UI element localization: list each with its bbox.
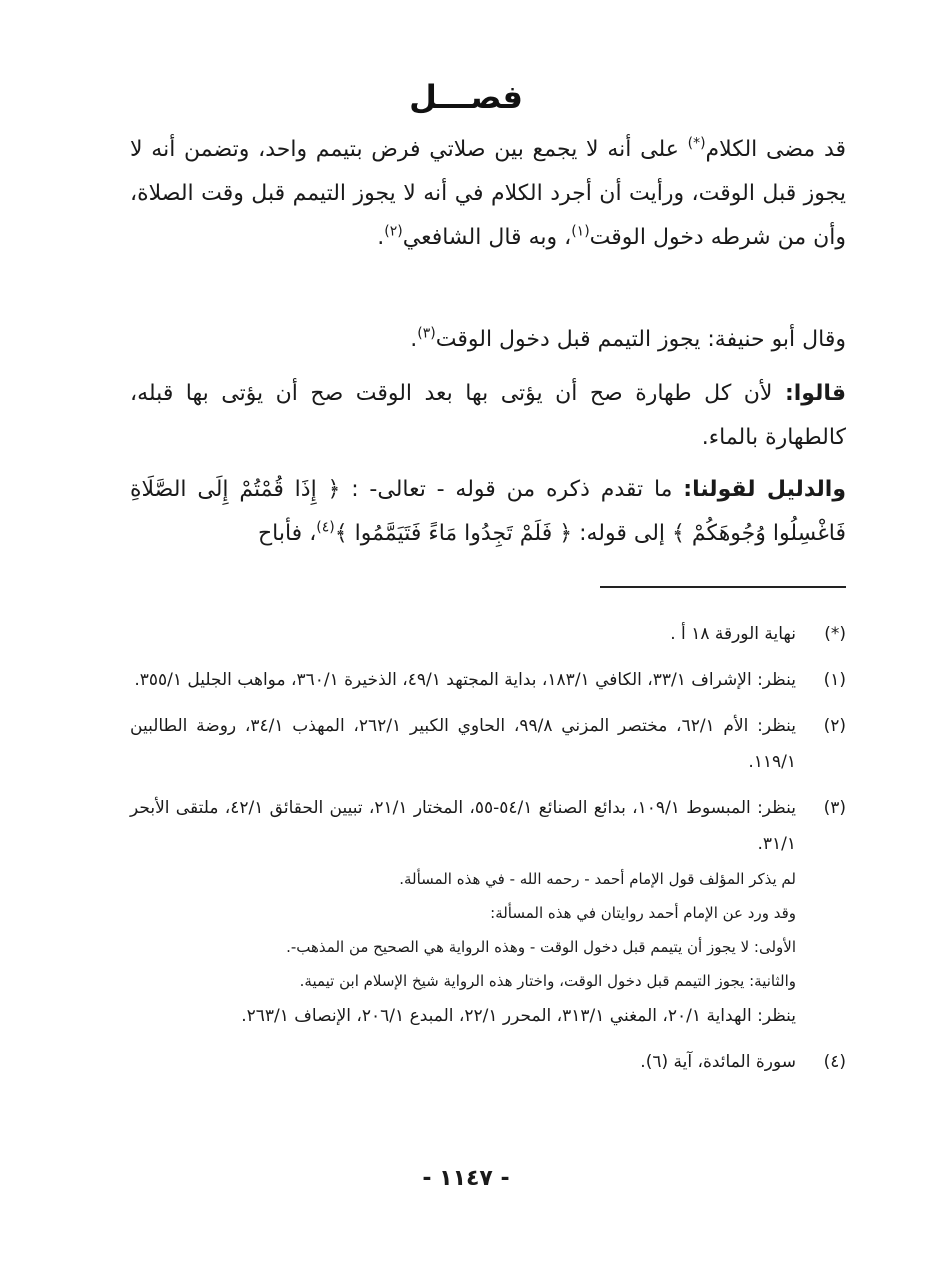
paragraph-2-text: وقال أبو حنيفة: يجوز التيمم قبل دخول الوقت xyxy=(435,327,846,352)
footnote-2 xyxy=(130,708,846,780)
page-number-text: - ١١٤٧ - xyxy=(422,1166,510,1191)
footnote-ref-star: (*) xyxy=(687,135,706,152)
paragraph-1-text: قد مضى الكلام xyxy=(705,137,847,162)
footnote-commentary-line: لم يذكر المؤلف قول الإمام أحمد - رحمه الله - في هذه المسألة. xyxy=(399,870,796,888)
footnotes xyxy=(130,616,846,1090)
paragraph-2 xyxy=(130,318,846,362)
paragraph-4-lead: والدليل لقولنا: xyxy=(683,477,846,502)
footnote-commentary-line: الأولى: لا يجوز أن يتيمم قبل دخول الوقت - وهذه الرواية هي الصحيح من المذهب-. xyxy=(286,938,796,956)
paragraph-1-text-3: ، وبه قال الشافعي xyxy=(402,225,572,250)
footnote-star xyxy=(130,616,846,652)
footnote-number: (*) xyxy=(824,624,846,644)
footnote-text: سورة المائدة، آية (٦). xyxy=(640,1052,796,1072)
footnote-ref-3: (٣) xyxy=(417,325,436,342)
paragraph-1 xyxy=(130,128,846,260)
footnote-text: ينظر: المبسوط ١٠٩/١، بدائع الصنائع ٥٤/١-٥٥، المختار ٢١/١، تبيين الحقائق ٤٢/١، ملتقى الأبحر ٣١/١. xyxy=(130,798,796,854)
footnote-text: نهاية الورقة ١٨ أ . xyxy=(670,624,796,644)
footnote-number: (٤) xyxy=(823,1052,846,1072)
paragraph-3-lead: قالوا: xyxy=(784,381,846,406)
footnote-divider xyxy=(600,586,846,588)
paragraph-2-text-2: . xyxy=(410,327,418,352)
footnote-commentary-line: والثانية: يجوز التيمم قبل دخول الوقت، واختار هذه الرواية شيخ الإسلام ابن تيمية. xyxy=(299,972,796,990)
footnote-number: (٢) xyxy=(823,716,846,736)
paragraph-4 xyxy=(130,468,846,556)
paragraph-1-text-2: على أنه لا يجمع بين صلاتي فرض بتيمم واحد، وتضمن أنه لا يجوز قبل الوقت، ورأيت أن أجرد الكلام في أنه لا يجوز التيمم قبل وقت الصلاة، وأن من شرطه دخول الوقت xyxy=(130,137,846,250)
footnote-1 xyxy=(130,662,846,698)
footnote-ref-4: (٤) xyxy=(316,519,335,536)
footnote-4 xyxy=(130,1044,846,1080)
page-number xyxy=(0,1166,932,1191)
footnote-commentary-line: ينظر: الهداية ٢٠/١، المغني ٣١٣/١، المحرر ٢٢/١، المبدع ٢٠٦/١، الإنصاف ٢٦٣/١. xyxy=(241,1006,796,1026)
paragraph-3 xyxy=(130,372,846,460)
footnote-3 xyxy=(130,790,846,1034)
section-title: فصـــل xyxy=(409,78,523,116)
footnote-number: (١) xyxy=(823,670,846,690)
footnote-number: (٣) xyxy=(823,798,846,818)
paragraph-4-text: ما تقدم ذكره من قوله - تعالى- : ﴿ إِذَا قُمْتُمْ إِلَى الصَّلَاةِ فَاغْسِلُوا وُجُوهَكُمْ ﴾ إلى قوله: ﴿ فَلَمْ تَجِدُوا مَاءً فَتَيَمَّمُوا ﴾ xyxy=(130,477,846,546)
paragraph-4-text-2: ، فأباح xyxy=(257,521,317,546)
footnote-ref-2: (٢) xyxy=(384,223,403,240)
paragraph-3-text: لأن كل طهارة صح أن يؤتى بها بعد الوقت صح أن يؤتى بها قبله، كالطهارة بالماء. xyxy=(130,381,846,450)
footnote-ref-1: (١) xyxy=(571,223,590,240)
paragraph-1-text-4: . xyxy=(377,225,385,250)
footnote-text: ينظر: الإشراف ٣٣/١، الكافي ١٨٣/١، بداية المجتهد ٤٩/١، الذخيرة ٣٦٠/١، مواهب الجليل ٣٥٥/١. xyxy=(134,670,796,690)
footnote-text: ينظر: الأم ٦٢/١، مختصر المزني ٩٩/٨، الحاوي الكبير ٢٦٢/١، المهذب ٣٤/١، روضة الطالبين ١١٩/١. xyxy=(130,716,797,772)
footnote-commentary-line: وقد ورد عن الإمام أحمد روايتان في هذه المسألة: xyxy=(490,904,796,922)
